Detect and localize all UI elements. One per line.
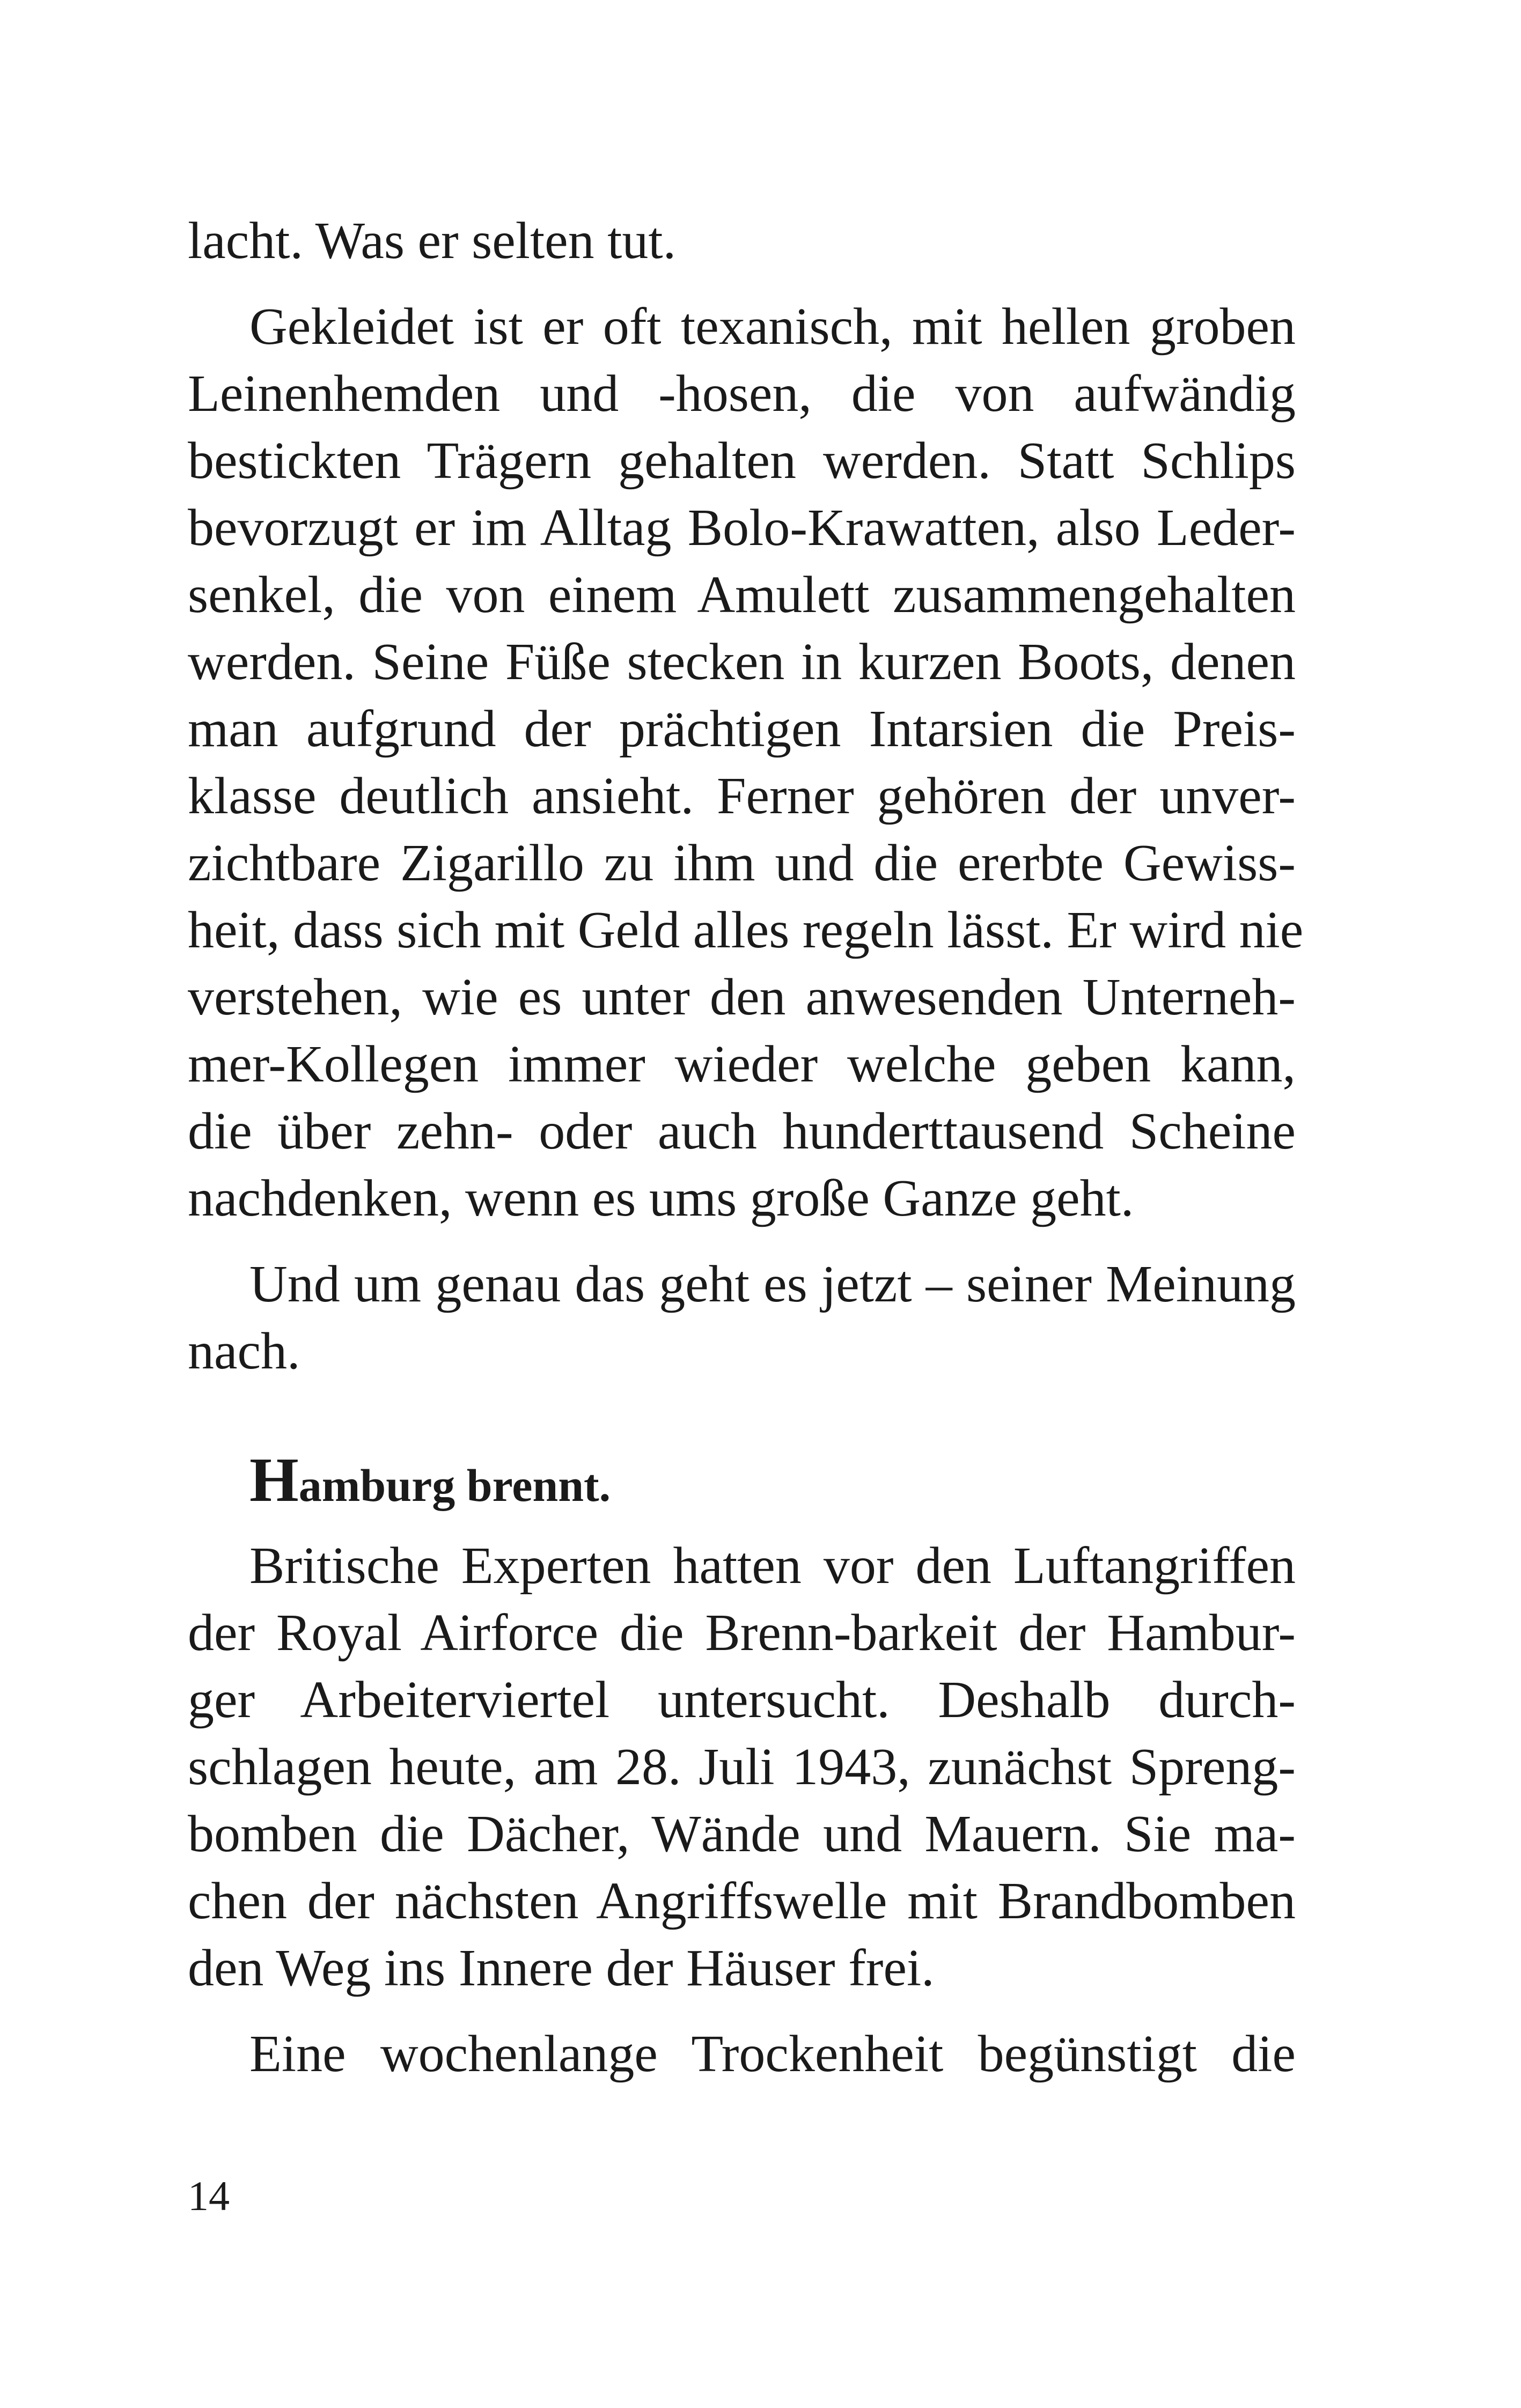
paragraph-2-line-4: bevorzugt er im Alltag Bolo-Krawatten, also Leder- — [188, 499, 1296, 557]
paragraph-3-line-1: Und um genau das geht es jetzt – seiner Meinung — [249, 1255, 1296, 1313]
section-heading-initial: H — [249, 1445, 299, 1515]
paragraph-2-line-8: klasse deutlich ansieht. Ferner gehören der unver- — [188, 767, 1296, 825]
paragraph-4-line-6: chen der nächsten Angriffswelle mit Brandbomben — [188, 1872, 1296, 1930]
paragraph-4-line-1: Britische Experten hatten vor den Luftangriffen — [249, 1537, 1296, 1595]
paragraph-4-line-5: bomben die Dächer, Wände und Mauern. Sie ma- — [188, 1805, 1296, 1863]
paragraph-4-line-4: schlagen heute, am 28. Juli 1943, zunächst Spreng- — [188, 1738, 1296, 1796]
paragraph-2-line-11: verstehen, wie es unter den anwesenden Unterneh- — [188, 968, 1296, 1026]
paragraph-2-line-13: die über zehn- oder auch hunderttausend Scheine — [188, 1102, 1296, 1160]
paragraph-2-line-1: Gekleidet ist er oft texanisch, mit hellen groben — [249, 298, 1296, 356]
paragraph-2-line-3: bestickten Trägern gehalten werden. Statt Schlips — [188, 432, 1296, 490]
section-heading-text: amburg brennt. — [298, 1460, 611, 1511]
paragraph-2-line-12: mer-Kollegen immer wieder welche geben kann, — [188, 1035, 1296, 1093]
paragraph-3-line-2: nach. — [188, 1322, 300, 1380]
paragraph-4-line-3: ger Arbeiterviertel untersucht. Deshalb durch- — [188, 1671, 1296, 1729]
paragraph-2-line-9: zichtbare Zigarillo zu ihm und die ererbte Gewiss- — [188, 834, 1296, 892]
paragraph-2-line-5: senkel, die von einem Amulett zusammengehalten — [188, 566, 1296, 624]
paragraph-2-line-7: man aufgrund der prächtigen Intarsien die Preis- — [188, 700, 1296, 758]
paragraph-4-line-7: den Weg ins Innere der Häuser frei. — [188, 1939, 935, 1997]
paragraph-1-line-1: lacht. Was er selten tut. — [188, 212, 677, 270]
section-heading — [249, 1445, 611, 1515]
paragraph-2-line-10: heit, dass sich mit Geld alles regeln lässt. Er wird nie — [188, 901, 1304, 959]
paragraph-4-line-2: der Royal Airforce die Brenn-barkeit der Hambur- — [188, 1604, 1296, 1662]
paragraph-2-line-2: Leinenhemden und -hosen, die von aufwändig — [188, 365, 1296, 423]
paragraph-2-line-6: werden. Seine Füße stecken in kurzen Boots, denen — [188, 633, 1296, 691]
paragraph-5-line-1: Eine wochenlange Trockenheit begünstigt die — [249, 2025, 1296, 2083]
page-number: 14 — [188, 2173, 230, 2219]
paragraph-2-line-14: nachdenken, wenn es ums große Ganze geht. — [188, 1169, 1134, 1227]
